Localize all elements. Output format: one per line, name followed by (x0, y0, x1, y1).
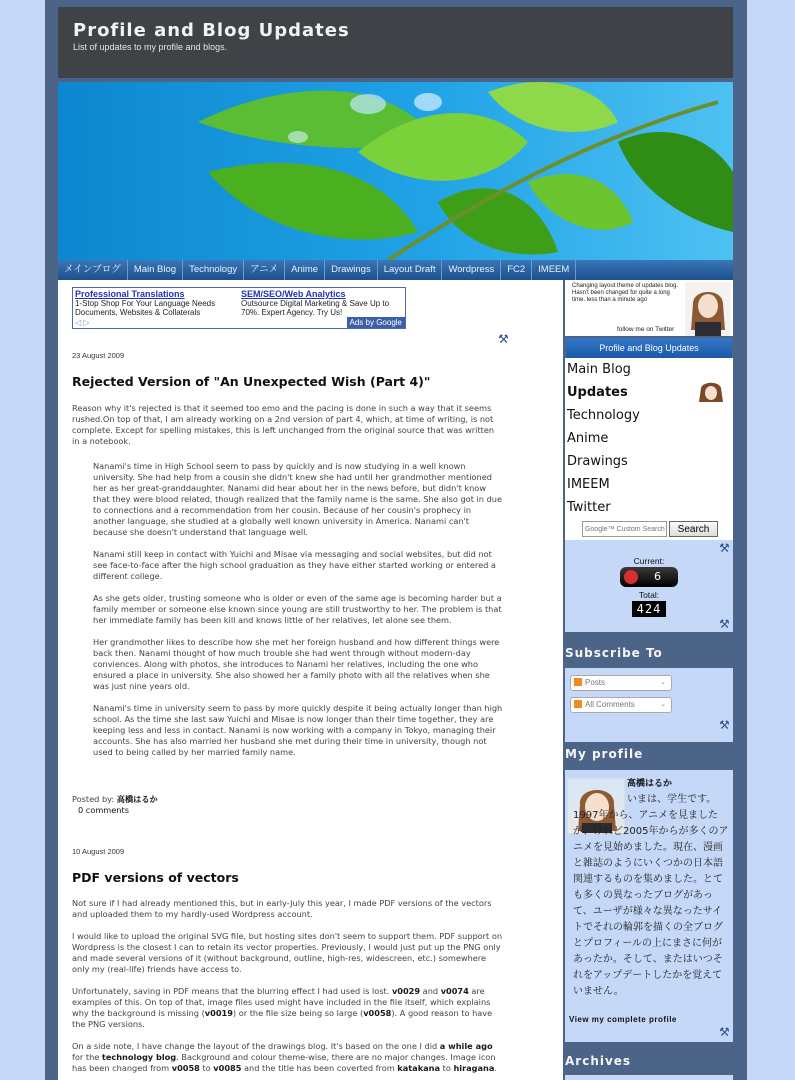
paragraph: I would like to upload the original SVG file, but hosting sites don't seem to support them. PDF support on Wordpress is the closest I can to retain its vector properties. Previously, I would just put up the PNG only and made several versions of it (without background, outline, high-res, widescreen, etc.) somewhere only my (real-life) friends have access to. (72, 931, 503, 974)
sidebar-link-twitter[interactable]: Twitter (567, 500, 611, 515)
link-v0085[interactable]: v0085 (213, 1063, 242, 1073)
text: Unfortunately, saving in PDF means that the blurring effect I had used is lost. (72, 986, 392, 996)
sidebar-link-anime[interactable]: Anime (567, 431, 609, 446)
chevron-down-icon: ⌄ (660, 701, 666, 708)
main-content (58, 280, 563, 1080)
text: and (420, 986, 441, 996)
post-intro: Reason why it's rejected is that it seemed too emo and the pacing is done in such a way that it seems rushed.On top of that, I am already working on a 2nd version of part 4, which, at time of writing, is not complete. Except for spelling mistakes, this is left unchanged from the original source that was written in a notebook. (72, 403, 495, 446)
text: for the (72, 1052, 102, 1062)
search-input[interactable] (582, 521, 667, 537)
edit-tools-icon[interactable]: ⚒ (719, 718, 730, 732)
link-v0058[interactable]: v0058 (171, 1063, 200, 1073)
sidebar-link-main-blog[interactable]: Main Blog (567, 362, 631, 377)
ad-sem[interactable] (241, 289, 406, 317)
profile-title: My profile (565, 747, 644, 761)
post-title[interactable]: Rejected Version of "An Unexpected Wish (Part 4)" (72, 374, 431, 389)
text: ) or the file size being so large ( (232, 1008, 364, 1018)
post-date: 23 August 2009 (72, 351, 125, 360)
top-navigation (58, 260, 733, 280)
paragraph: Nanami's time in university seem to pass by more quickly despite it being actually longer than high school. As the time she last saw Yuichi and Misae is now longer than their time together, they are keeping less and less in contact. Nanami is now working with a company in Tokyo, managing their accounts. She has also married her husband she met during their time in university, though not used to being called by her married family name. (93, 703, 503, 757)
text: and the title has been coverted from (241, 1063, 398, 1073)
search-form (582, 521, 718, 537)
header-banner-image (58, 82, 733, 260)
edit-tools-icon[interactable]: ⚒ (719, 541, 730, 555)
paragraph: Nanami still keep in contact with Yuichi and Misae via messaging and social websites, but did not see face-to-face after the high school graduation as they have either started working or entered a different college. (93, 549, 496, 581)
rss-feed-icon (574, 678, 582, 686)
post-body (72, 898, 504, 1080)
post-date: 10 August 2009 (72, 847, 125, 856)
visitor-dot-icon (624, 570, 638, 584)
paragraph: Nanami's time in High School seem to pass by quickly and is now studying in a well known university. She had help from a cousin she didn't knew she had until her grandmother mentioned her as her great-granddaughter. Nanami did hear about her in the news before, but didn't know that they were blood related, though realized that the family name is the same. She also got in due to connections and a recommendation from her cousin. Because of her cousin's prophecy in another language, she studied at a globally well known university in America. Nanami can't because she doesn't understand that language well. (93, 461, 502, 537)
paragraph: Not sure if I had already mentioned this, but in early-July this year, I made PDF versions of the vectors and uploaded them to my hardly-used Wordpress account. (72, 898, 492, 919)
twitter-status-text: Changing layout theme of updates blog. Hasn't been changed for quite a long time. less than a minute ago (572, 283, 679, 303)
post-body (72, 403, 504, 769)
text: . (494, 1063, 497, 1073)
paragraph (72, 1041, 504, 1074)
text: On a side note, I have change the layout of the drawings blog. It's based on the one I did (72, 1041, 440, 1051)
sidebar-link-drawings[interactable]: Drawings (567, 454, 628, 469)
subscribe-posts-dropdown[interactable] (570, 675, 672, 691)
post-footer (72, 794, 504, 816)
rss-feed-icon (574, 700, 582, 708)
ad-translations[interactable] (75, 289, 240, 317)
archives-title: Archives (565, 1054, 632, 1068)
profile-panel (565, 770, 733, 1042)
nav-main-blog-jp[interactable]: メインブログ (58, 260, 128, 280)
nav-anime-jp[interactable]: アニメ (244, 260, 285, 280)
sidebar-link-updates[interactable]: Updates (567, 385, 628, 400)
text: to (440, 1063, 454, 1073)
post-blockquote (93, 461, 505, 758)
nav-technology[interactable]: Technology (183, 260, 244, 280)
nav-drawings[interactable]: Drawings (325, 260, 378, 280)
sidebar (565, 280, 733, 1080)
text: ). A good reason to have the PNG versions. (72, 1008, 493, 1029)
edit-tools-icon[interactable]: ⚒ (498, 332, 509, 346)
subscribe-panel (565, 668, 733, 742)
search-button[interactable]: Search (669, 521, 718, 537)
avatar (685, 282, 731, 336)
link-v0029[interactable]: v0029 (391, 986, 421, 996)
sidebar-link-technology[interactable]: Technology (567, 408, 640, 423)
nav-layout-draft[interactable]: Layout Draft (378, 260, 443, 280)
link-v0074[interactable]: v0074 (440, 986, 469, 996)
ad-title[interactable]: SEM/SEO/Web Analytics (241, 289, 346, 299)
updates-avatar-icon (691, 382, 731, 404)
follow-twitter-link[interactable]: follow me on Twitter (617, 326, 675, 333)
link-v0019[interactable]: v0019 (204, 1008, 233, 1018)
comments-label: All Comments (585, 700, 635, 709)
subscribe-title: Subscribe To (565, 646, 663, 660)
total-label: Total: (638, 590, 660, 600)
nav-imeem[interactable]: IMEEM (532, 260, 576, 280)
link-hiragana[interactable]: hiragana (453, 1063, 495, 1073)
posted-by-label: Posted by: (72, 794, 115, 804)
ad-title[interactable]: Professional Translations (75, 289, 185, 299)
nav-fc2[interactable]: FC2 (501, 260, 532, 280)
current-visitors-badge (620, 567, 678, 587)
current-visitors-value: 6 (654, 570, 661, 583)
nav-wordpress[interactable]: Wordpress (442, 260, 501, 280)
link-v0058[interactable]: v0058 (363, 1008, 392, 1018)
nav-main-blog[interactable]: Main Blog (128, 260, 183, 280)
ads-by-google-link[interactable]: Ads by Google (347, 317, 405, 328)
sidebar-blog-title[interactable]: Profile and Blog Updates (566, 338, 732, 358)
blog-title[interactable]: Profile and Blog Updates (73, 20, 350, 41)
ad-text: Outsource Digital Marketing & Save Up to 70%. Expert Agency. Try Us! (241, 299, 390, 317)
subscribe-comments-dropdown[interactable] (570, 697, 672, 713)
google-ads-box (72, 287, 406, 329)
sidebar-link-imeem[interactable]: IMEEM (567, 477, 610, 492)
current-label: Current: (633, 556, 665, 566)
link-katakana[interactable]: katakana (397, 1063, 441, 1073)
ad-text: 1-Stop Shop For Your Language Needs Documents, Websites & Collaterals (75, 299, 216, 317)
blog-description: List of updates to my profile and blogs. (73, 42, 228, 52)
archives-panel (565, 1075, 733, 1080)
posts-label: Posts (585, 678, 606, 687)
visitor-counter-panel (565, 540, 733, 632)
paragraph (72, 986, 504, 1030)
profile-name[interactable]: 高橋はるか (627, 779, 673, 789)
link-a-while-ago[interactable]: a while ago (439, 1041, 493, 1051)
profile-bio: いまは、学生です。1997年から、アニメを見ましたが、けれど2005年からが多くのアニメを見始めました。現在、漫画と雑誌のようにいくつかの日本語関連するものを集めました。とても多くの異なったブログがあって、ユーザが様々な異なったサイトでそれの輪郭を描くの全ブログとプロフィールの上にまさに何があったか。そして、またはいつそれをアップデートしたかを覚えていません。 (573, 794, 729, 997)
chevron-down-icon: ⌄ (660, 679, 666, 686)
paragraph: Her grandmother likes to describe how she met her foreign husband and how different things were back then. Nanami thought of how much trouble she had went through without modern-day conviences. Along with photos, she introduces to Nanami her relatives, including the one who ensured a place in university. She also showed her a family photo with all the relatives when she was just nine years old. (93, 637, 500, 691)
ads-nav-arrows[interactable]: ◁ ▷ (75, 318, 90, 327)
text: to (199, 1063, 214, 1073)
post-title[interactable]: PDF versions of vectors (72, 870, 239, 885)
text: are examples of this. On top of that, image files used might have included in the file itself, which explains why the background is missing ( (72, 986, 491, 1018)
twitter-status-widget (565, 280, 733, 336)
edit-tools-icon[interactable]: ⚒ (719, 1025, 730, 1039)
nav-anime[interactable]: Anime (285, 260, 325, 280)
edit-tools-icon[interactable]: ⚒ (719, 617, 730, 631)
blog-links-list (565, 358, 733, 540)
paragraph: As she gets older, trusting someone who is older or even of the same age is becoming harder but a family member or someone else known since young are still trustworthy to her. The problem is that her immediate family has been kill and knows little of her relatives, let alone see them. (93, 593, 502, 625)
link-technology-blog[interactable]: technology blog (101, 1052, 177, 1062)
post-author[interactable]: 高橋はるか (116, 794, 158, 804)
total-visitors-value: 424 (632, 601, 666, 617)
comments-link[interactable]: 0 comments (78, 805, 129, 815)
blog-header (58, 7, 733, 78)
text: . Background and colour theme-wise, there are no major changes. Image icon has been changed from (72, 1052, 496, 1073)
view-profile-link[interactable]: View my complete profile (569, 1015, 677, 1024)
